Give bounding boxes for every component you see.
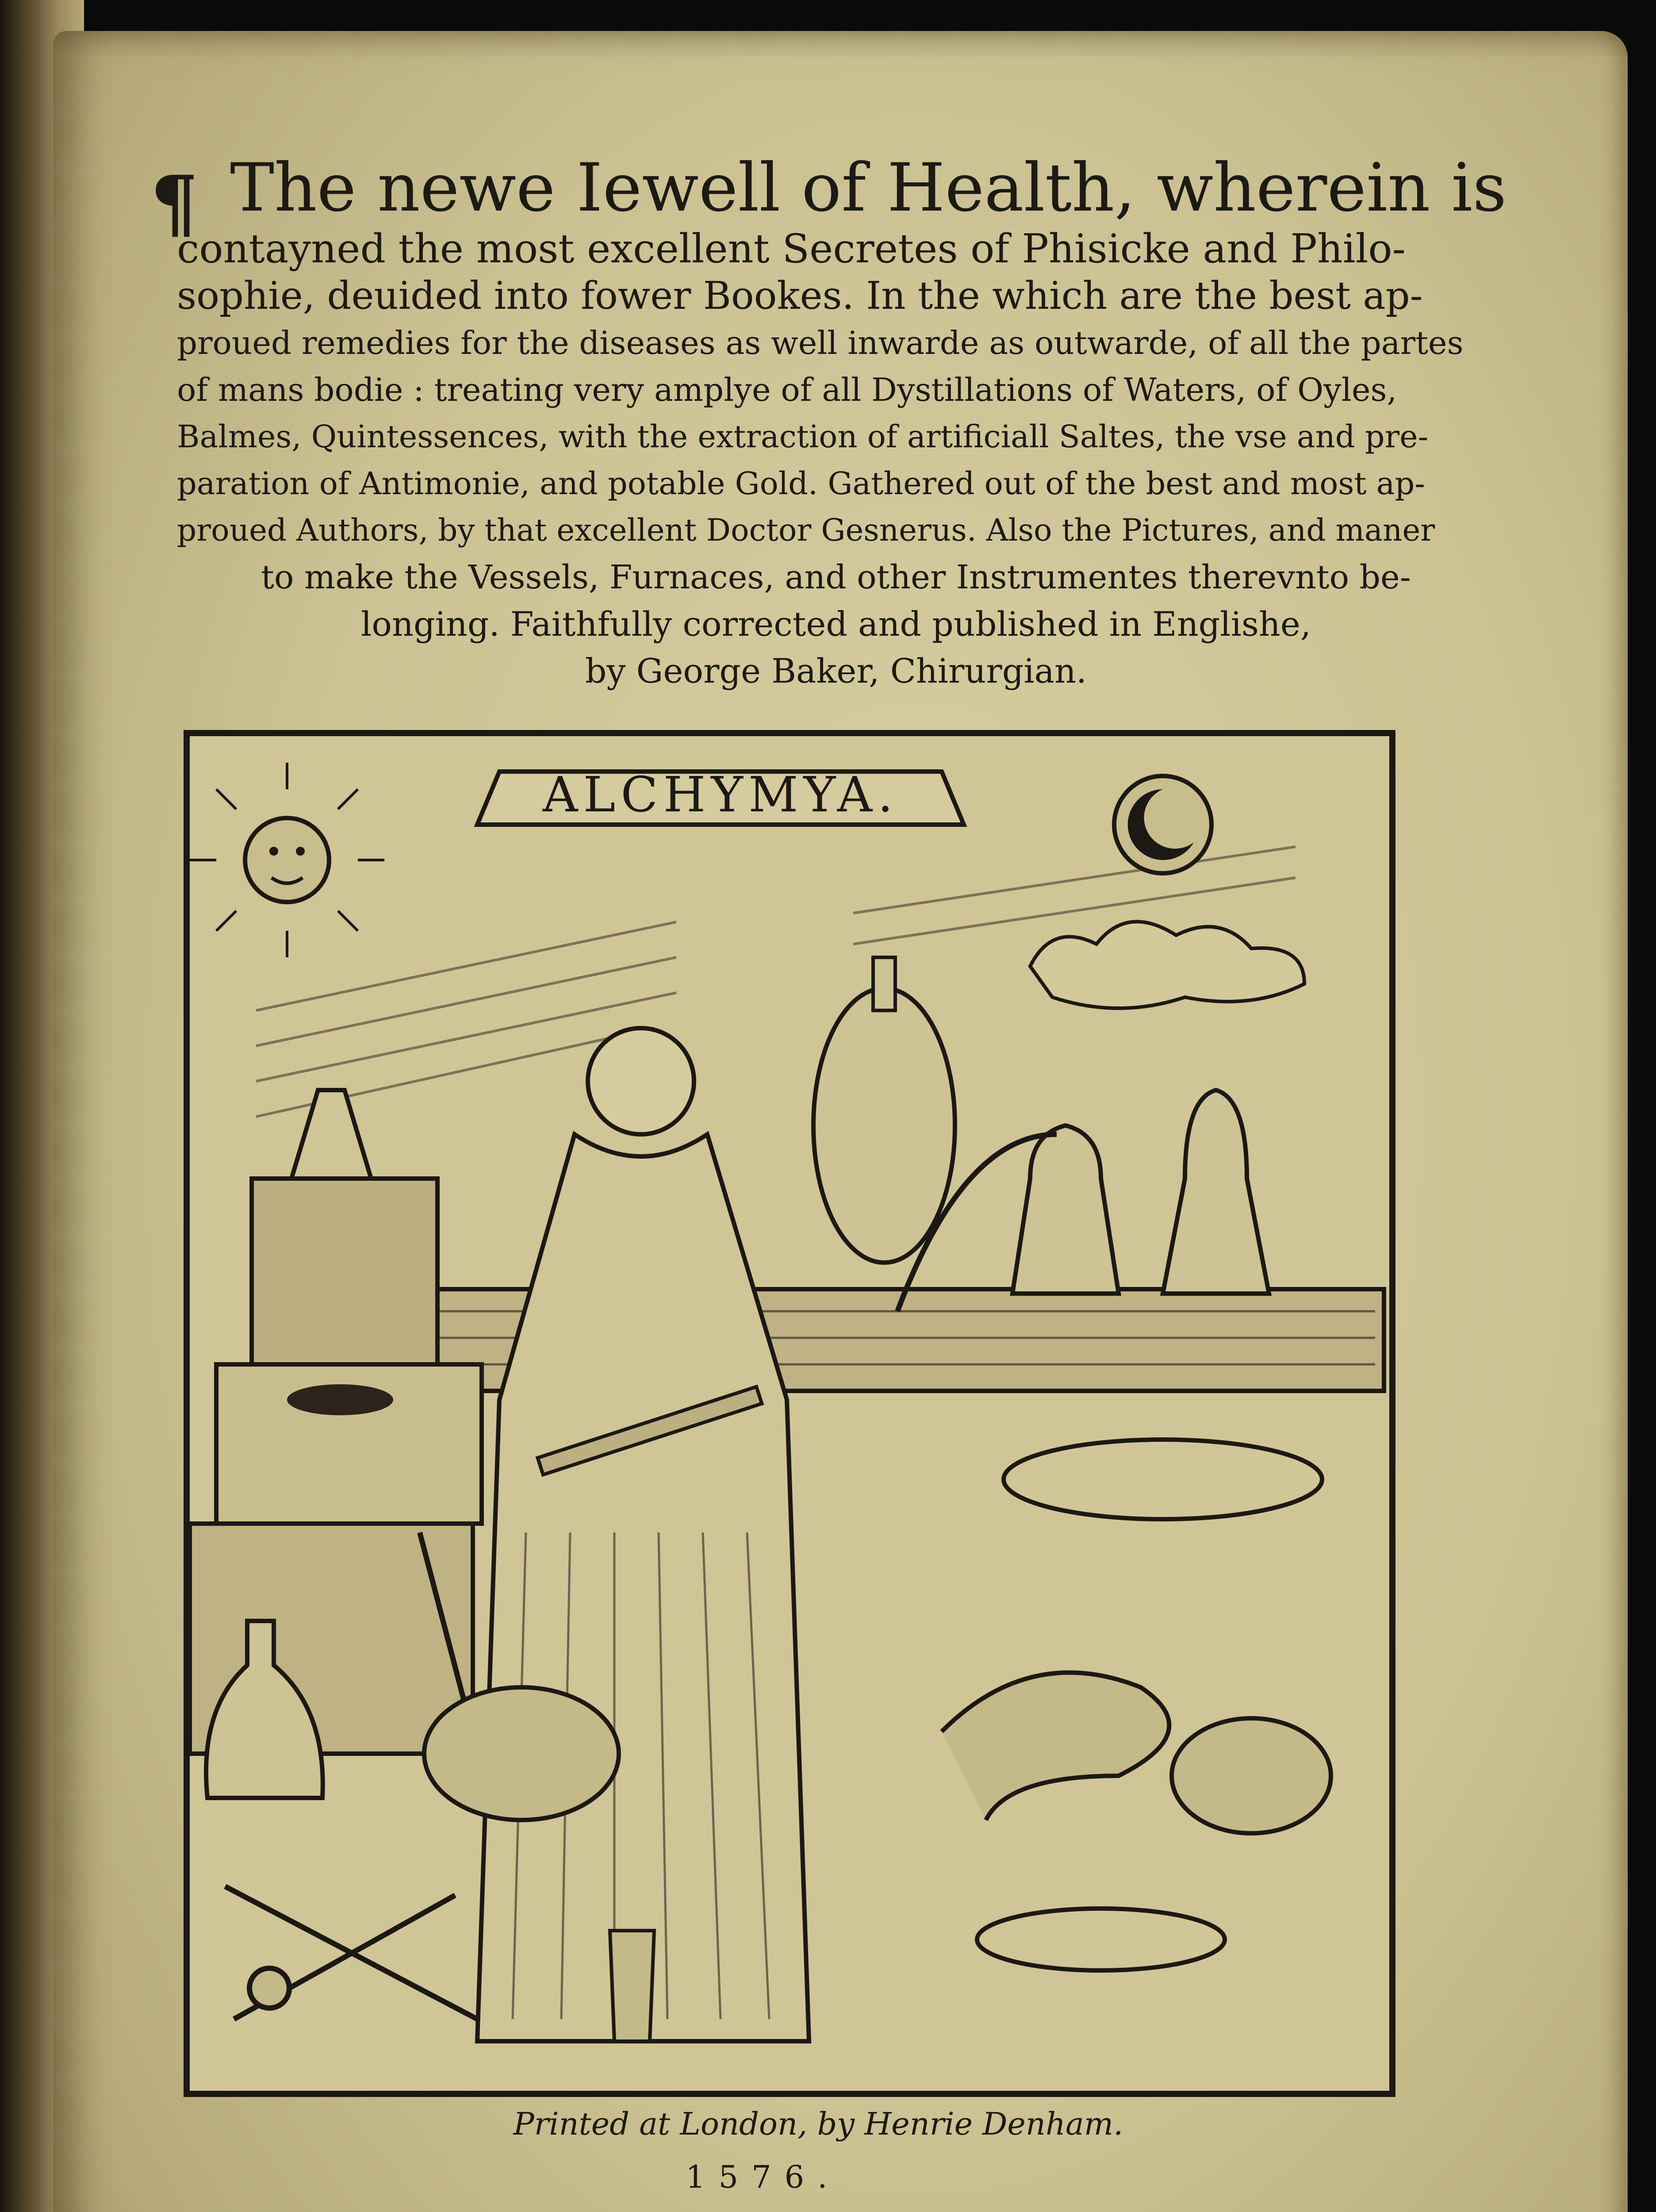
- title-line-7: paration of Antimonie, and potable Gold. Gathered out of the best and most ap-: [177, 465, 1425, 502]
- imprint-year: 1576.: [686, 2159, 841, 2195]
- crucible: [610, 1931, 654, 2041]
- alchemia-figure: [477, 1028, 809, 2041]
- flask-held: [813, 957, 955, 1263]
- cloud: [1030, 922, 1304, 1008]
- title-line-6: Balmes, Quintessences, with the extraction of artificiall Saltes, the vse and pre-: [177, 419, 1429, 455]
- title-line-3: sophie, deuided into fower Bookes. In the which are the best ap-: [177, 274, 1423, 318]
- pan: [977, 1909, 1225, 1970]
- title-line-2: contayned the most excellent Secretes of Phisicke and Philo-: [177, 226, 1406, 272]
- title-line-1: The newe Iewell of Health, wherein is: [230, 150, 1507, 227]
- alchemy-woodcut: [184, 730, 1395, 2097]
- moon-icon: [1114, 776, 1211, 873]
- woodcut-illustration: [190, 736, 1389, 2091]
- tools: [225, 1886, 477, 2019]
- title-line-11: by George Baker, Chirurgian.: [585, 651, 1087, 691]
- title-line-8: proued Authors, by that excellent Doctor Gesnerus. Also the Pictures, and maner: [177, 513, 1435, 548]
- sun-icon: [190, 763, 384, 957]
- title-line-9: to make the Vessels, Furnaces, and other Instrumentes therevnto be-: [261, 558, 1411, 596]
- imprint-line: Printed at London, by Henrie Denham.: [513, 2106, 1123, 2142]
- retorts: [942, 1673, 1331, 1833]
- round-dish: [1004, 1440, 1322, 1519]
- title-line-10: longing. Faithfully corrected and published in Englishe,: [360, 604, 1311, 644]
- title-block: [177, 150, 1507, 695]
- title-line-4: proued remedies for the diseases as well inwarde as outwarde, of all the partes: [177, 324, 1464, 361]
- title-line-5: of mans bodie : treating very amplye of all Dystillations of Waters, of Oyles,: [177, 371, 1397, 408]
- pilcrow-mark: ¶: [150, 159, 199, 248]
- furnace: [190, 1090, 482, 1754]
- banner-text: ALCHYMYA.: [542, 766, 899, 823]
